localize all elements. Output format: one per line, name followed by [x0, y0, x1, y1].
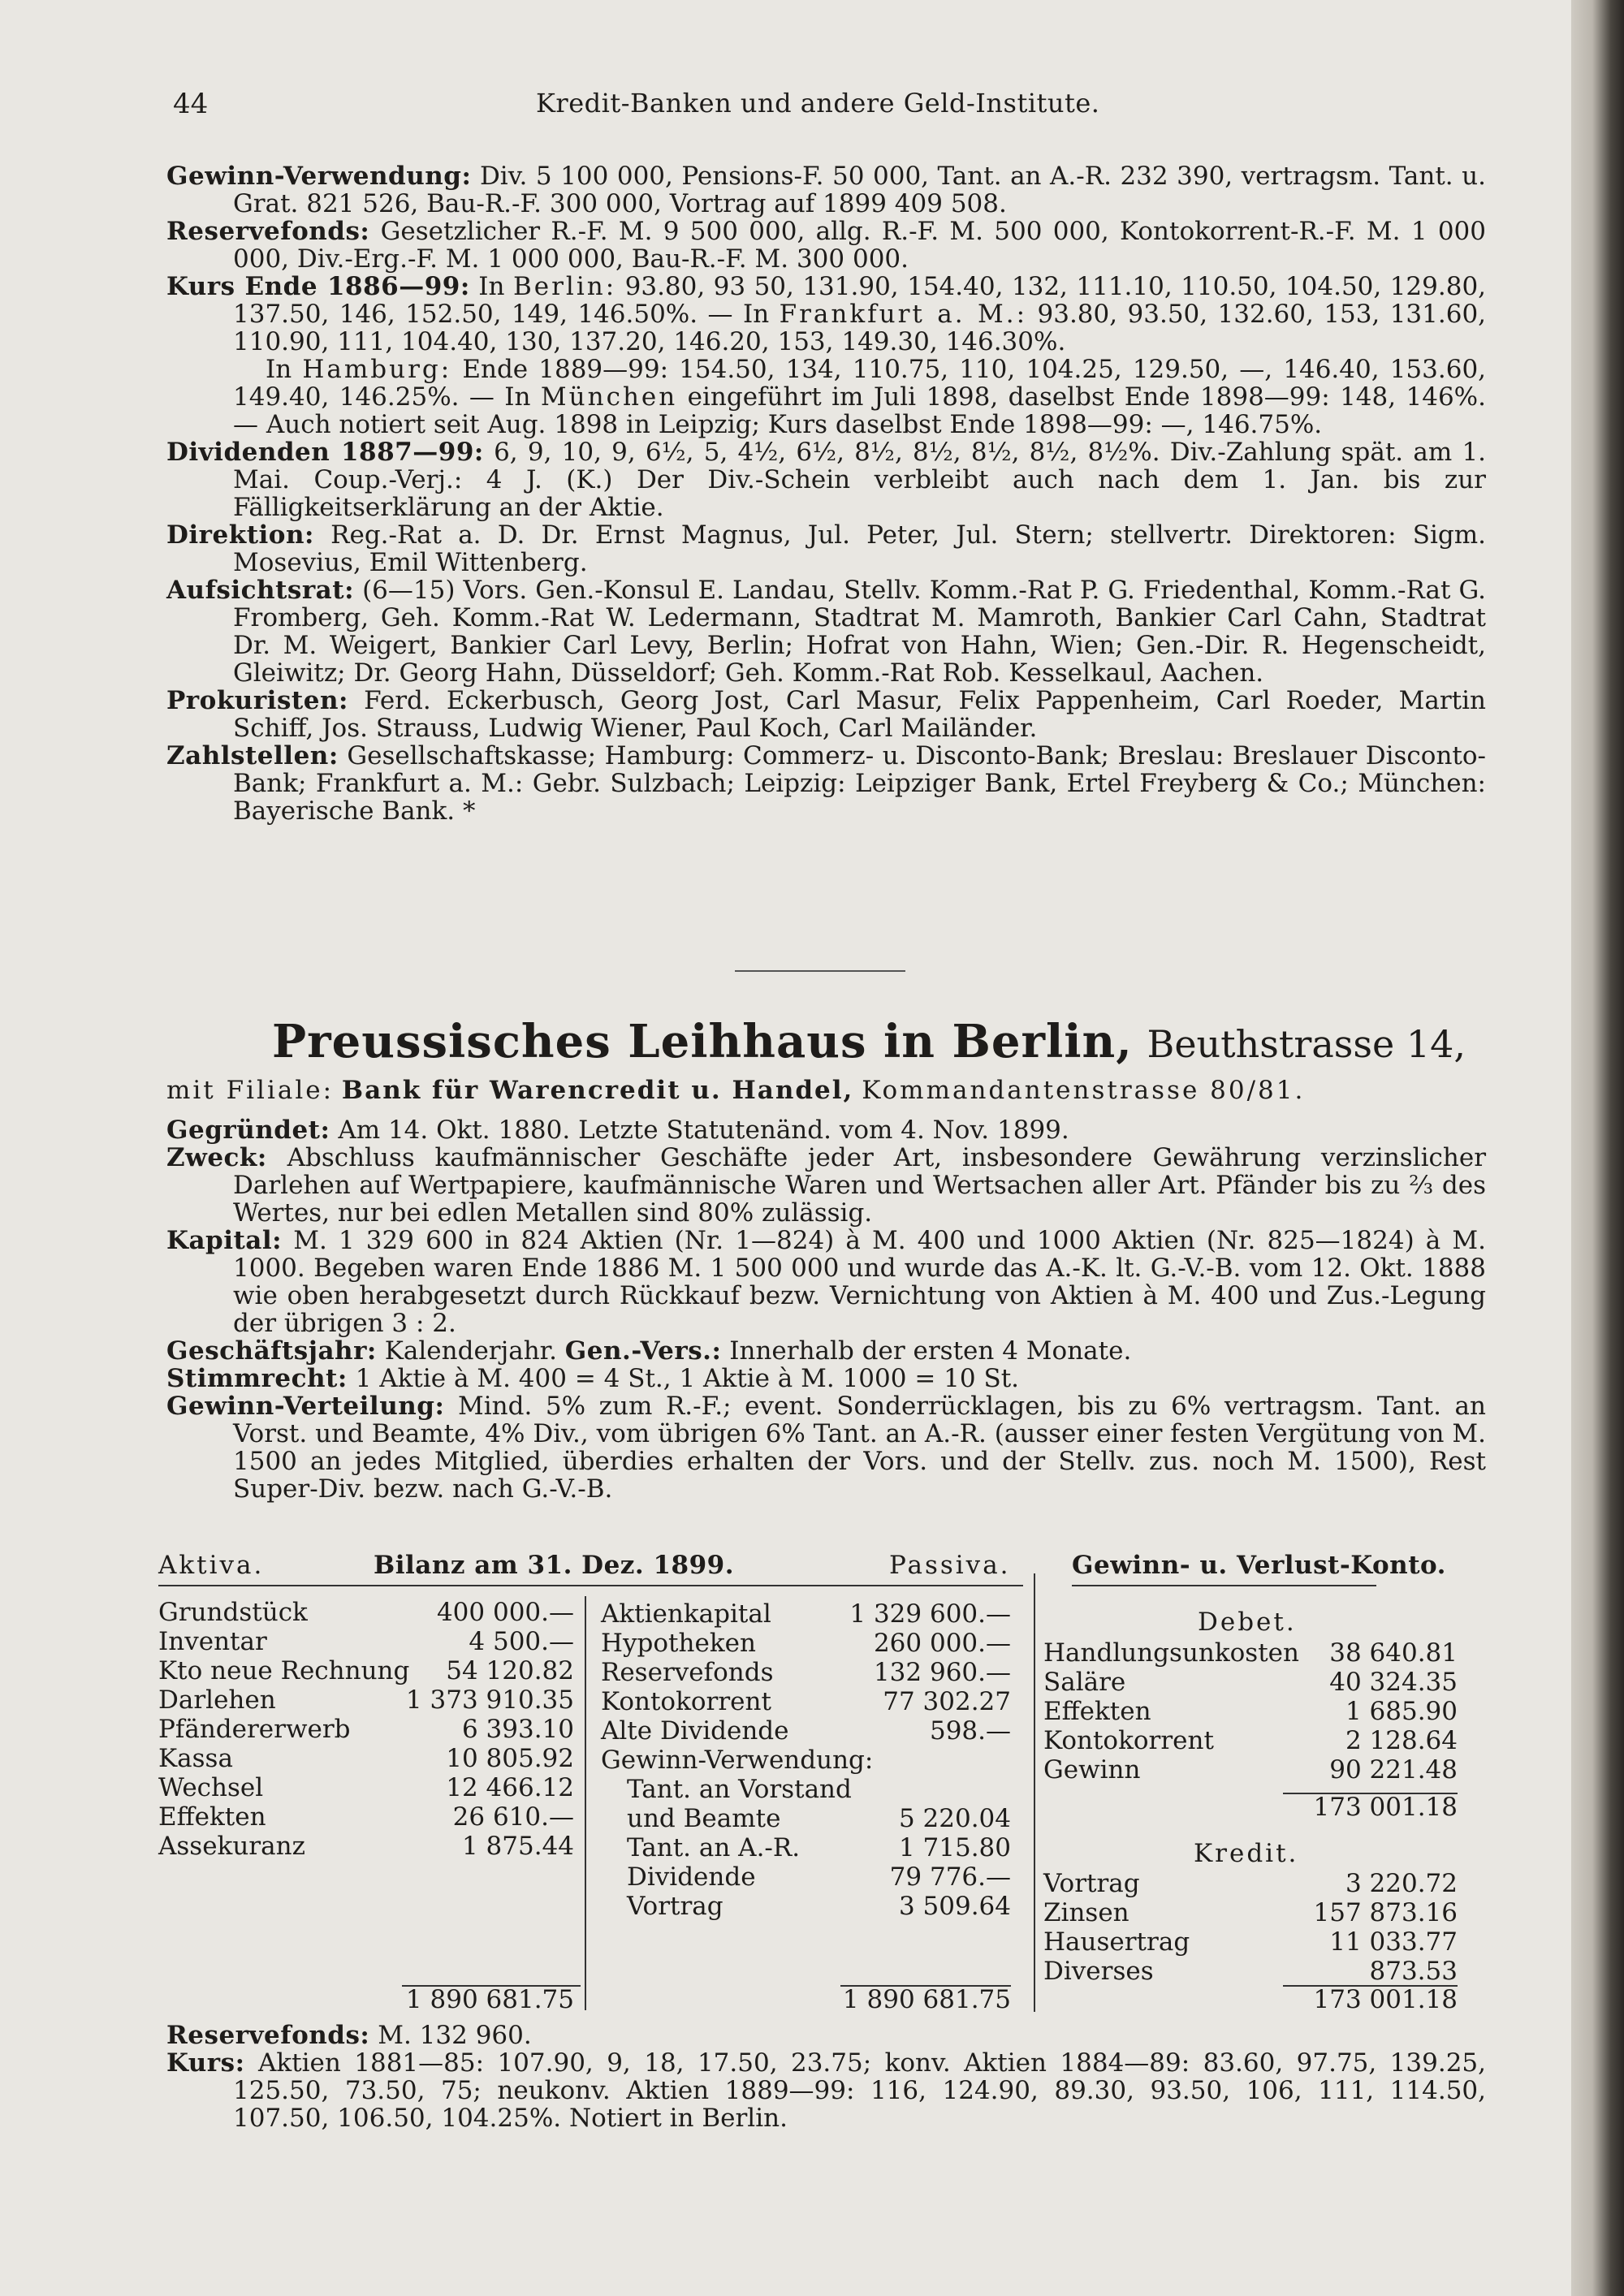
passiva-row-value: 77 302.27	[883, 1687, 1011, 1716]
entry-text: M. 1 329 600 in 824 Aktien (Nr. 1—824) à M. 400 und 1000 Aktien (Nr. 825—1824) à M. 1000. Begeben waren Ende 1886 M. 1 500 000 und wurde das A.-K. lt. G.-V.-B. vom 12. Okt. 1888 wie oben herabgesetzt durch Rückkauf bezw. Vernichtung von Aktien à M. 400 und Zus.-Legung der übrigen 3 : 2.	[233, 1226, 1486, 1338]
previous-entry	[166, 162, 1486, 825]
page-number: 44	[173, 88, 209, 120]
aktiva-row-label: Kto neue Rechnung	[158, 1656, 410, 1685]
kredit-row-label: Hausertrag	[1043, 1927, 1190, 1957]
debet-total: 173 001.18	[1313, 1793, 1458, 1822]
passiva-row-value: 79 776.—	[889, 1862, 1011, 1892]
kredit-row-value: 873.53	[1369, 1957, 1458, 1986]
aktiva-row-value: 4 500.—	[469, 1627, 574, 1656]
entry-aufsichtsrat	[166, 576, 1486, 687]
entry-text: Reg.-Rat a. D. Dr. Ernst Magnus, Jul. Peter, Jul. Stern; stellvertr. Direktoren: Sigm. Mosevius, Emil Wittenberg.	[233, 520, 1486, 577]
aktiva-row-value: 10 805.92	[446, 1744, 574, 1773]
entry-gewinn-verteilung	[166, 1392, 1486, 1503]
entry-text: Innerhalb der ersten 4 Monate.	[729, 1336, 1132, 1366]
entry-label: Reservefonds:	[166, 217, 370, 246]
passiva-row-value: 132 960.—	[873, 1658, 1011, 1687]
aktiva-total: 1 890 681.75	[405, 1985, 574, 2014]
entry-text: 6, 9, 10, 9, 6½, 5, 4½, 6½, 8½, 8½, 8½, 8½, 8½%. Div.-Zahlung spät. am 1. Mai. Coup.-Verj.: 4 J. (K.) Der Div.-Schein verbleibt auch nach dem 1. Jan. bis zur Fälligkeitserklärung an der Aktie.	[233, 438, 1487, 522]
passiva-row-value: 260 000.—	[873, 1629, 1011, 1658]
entry-label: Gewinn-Verwendung:	[166, 162, 472, 191]
entry-text: Kalenderjahr.	[384, 1336, 557, 1366]
aktiva-row-label: Assekuranz	[158, 1832, 305, 1861]
entry-text: 1 Aktie à M. 400 = 4 St., 1 Aktie à M. 1000 = 10 St.	[355, 1364, 1020, 1393]
passiva-row-label: Tant. an Vorstand	[627, 1775, 852, 1804]
passiva-row-value: 1 715.80	[898, 1833, 1011, 1862]
aktiva-row-label: Inventar	[158, 1627, 267, 1656]
debet-row-value: 38 640.81	[1329, 1638, 1458, 1668]
entry-text: Abschluss kaufmännischer Geschäfte jeder Art, insbesondere Gewährung verzinslicher Darlehen auf Wertpapiere, kaufmännische Waren und Wertsachen aller Art. Pfänder bis zu ⅔ des Wertes, nur bei edlen Metallen sind 80% zulässig.	[233, 1143, 1487, 1228]
institution-title: Preussisches Leihhaus in Berlin,	[272, 1015, 1133, 1068]
entry-text: eingeführt im Juli 1898, daselbst Ende 1898—99: 148, 146%. — Auch notiert seit Aug. 1898 in Leipzig; Kurs daselbst Ende 1898—99: —, 146.75%.	[233, 382, 1486, 439]
kredit-row-value: 157 873.16	[1313, 1898, 1458, 1927]
branch-address: Kommandantenstrasse 80/81.	[862, 1076, 1306, 1105]
entry-label: Zweck:	[166, 1143, 267, 1172]
aktiva-row-value: 26 610.—	[452, 1802, 574, 1832]
passiva-total: 1 890 681.75	[842, 1985, 1011, 2014]
entry-kapital	[166, 1227, 1486, 1337]
aktiva-row-label: Kassa	[158, 1744, 233, 1773]
entry-label: Gewinn-Verteilung:	[166, 1392, 445, 1421]
debet-row-value: 40 324.35	[1329, 1668, 1458, 1697]
entry-reservefonds	[166, 218, 1486, 273]
entry-kurs-new	[166, 2049, 1486, 2132]
branch-prefix: mit Filiale:	[166, 1076, 335, 1105]
entry-label: Zahlstellen:	[166, 741, 339, 770]
entry-label: Reservefonds:	[166, 2021, 370, 2050]
debet-row-value: 2 128.64	[1345, 1726, 1458, 1755]
passiva-row-label: Gewinn-Verwendung:	[601, 1746, 874, 1775]
kredit-row-value: 11 033.77	[1329, 1927, 1458, 1957]
entry-stimmrecht	[166, 1365, 1486, 1392]
kredit-row-label: Zinsen	[1043, 1898, 1129, 1927]
entry-zweck	[166, 1144, 1486, 1227]
entry-label: Gen.-Vers.:	[564, 1336, 722, 1366]
kredit-row-label: Diverses	[1043, 1957, 1154, 1986]
entry-text: M. 132 960.	[378, 2021, 532, 2050]
debet-row-label: Effekten	[1043, 1697, 1151, 1726]
entry-gewinn-verwendung	[166, 162, 1486, 218]
entry-prokuristen	[166, 687, 1486, 742]
aktiva-label: Aktiva.	[158, 1551, 265, 1580]
entry-text: Aktien 1881—85: 107.90, 9, 18, 17.50, 23.75; konv. Aktien 1884—89: 83.60, 97.75, 139.25, 125.50, 73.50, 75; neukonv. Aktien 1889—99: 116, 124.90, 89.30, 93.50, 106, 111, 114.50, 107.50, 106.50, 104.25%. Notiert in Berlin.	[233, 2048, 1486, 2133]
aktiva-row-label: Pfändererwerb	[158, 1715, 351, 1744]
entry-label: Gegründet:	[166, 1116, 330, 1145]
new-entry-body	[166, 1116, 1486, 1503]
aktiva-row-value: 1 373 910.35	[405, 1685, 574, 1715]
entry-zahlstellen	[166, 742, 1486, 825]
kredit-row-label: Vortrag	[1043, 1869, 1140, 1898]
page-edge-shadow	[1571, 0, 1624, 2296]
city-muenchen: München	[540, 382, 678, 412]
aktiva-row-value: 54 120.82	[446, 1656, 574, 1685]
entry-text: 93.80, 93.50, 132.60, 153, 131.60, 110.90, 111, 104.40, 130, 137.20, 146.20, 153, 149.30, 146.30%.	[233, 300, 1487, 356]
entry-label: Dividenden 1887—99:	[166, 438, 484, 467]
entry-text: Mind. 5% zum R.-F.; event. Sonderrücklagen, bis zu 6% vertragsm. Tant. an Vorst. und Beamte, 4% Div., vom übrigen 6% Tant. an A.-R. (ausser einer festen Vergütung von M. 1500 an jedes Mitglied, überdies erhalten der Vors. und der Stellv. zus. noch M. 1500), Rest Super-Div. bezw. nach G.-V.-B.	[233, 1392, 1486, 1504]
footer-entries	[166, 2022, 1486, 2132]
entry-text: Ferd. Eckerbusch, Georg Jost, Carl Masur, Felix Pappenheim, Carl Roeder, Martin Schiff, Jos. Strauss, Ludwig Wiener, Paul Koch, Carl Mailänder.	[233, 686, 1486, 743]
aktiva-row-label: Grundstück	[158, 1598, 308, 1627]
running-title: Kredit-Banken und andere Geld-Institute.	[536, 88, 1100, 119]
bilanz-middle-rule	[585, 1596, 586, 2010]
debet-row-label: Handlungsunkosten	[1043, 1638, 1299, 1668]
running-header	[0, 88, 1571, 128]
entry-text: Am 14. Okt. 1880. Letzte Statutenänd. vom 4. Nov. 1899.	[338, 1116, 1069, 1145]
passiva-row-label: Alte Dividende	[601, 1716, 789, 1746]
guv-left-rule	[1034, 1573, 1035, 2012]
entry-reservefonds-new	[166, 2022, 1486, 2049]
passiva-row-label: Hypotheken	[601, 1629, 756, 1658]
entry-text: In	[266, 355, 292, 384]
passiva-row-value: 598.—	[929, 1716, 1011, 1746]
entry-label: Prokuristen:	[166, 686, 348, 715]
passiva-row-value: 1 329 600.—	[849, 1599, 1011, 1629]
entry-label: Kapital:	[166, 1226, 283, 1255]
entry-text: Gesellschaftskasse; Hamburg: Commerz- u. Disconto-Bank; Breslau: Breslauer Disconto-Bank; Frankfurt a. M.: Gebr. Sulzbach; Leipzig: Leipziger Bank, Ertel Freyberg & Co.; München: Bayerische Bank. *	[233, 741, 1487, 826]
passiva-row-label: Reservefonds	[601, 1658, 774, 1687]
city-berlin: Berlin:	[512, 272, 617, 301]
guv-header-rule	[1072, 1585, 1376, 1586]
entry-text: In	[478, 272, 505, 301]
entry-kurs	[166, 273, 1486, 356]
entry-heading	[272, 1015, 1466, 1068]
debet-row-label: Kontokorrent	[1043, 1726, 1214, 1755]
entry-label: Direktion:	[166, 520, 314, 550]
entry-label: Kurs Ende 1886—99:	[166, 272, 470, 301]
branch-name: Bank für Warencredit u. Handel,	[341, 1076, 854, 1105]
guv-title: Gewinn- u. Verlust-Konto.	[1072, 1551, 1446, 1580]
entry-geschaeftsjahr	[166, 1337, 1486, 1365]
debet-row-label: Gewinn	[1043, 1755, 1141, 1785]
passiva-label: Passiva.	[889, 1551, 1011, 1580]
passiva-row-value: 3 509.64	[898, 1892, 1011, 1921]
balance-tables	[158, 1551, 1458, 2013]
entry-text: Div. 5 100 000, Pensions-F. 50 000, Tant. an A.-R. 232 390, vertragsm. Tant. u. Grat. 821 526, Bau-R.-F. 300 000, Vortrag auf 1899 409 508.	[233, 162, 1486, 218]
aktiva-row-label: Effekten	[158, 1802, 266, 1832]
debet-label: Debet.	[1198, 1608, 1297, 1637]
entry-dividenden	[166, 438, 1486, 521]
debet-row-label: Saläre	[1043, 1668, 1126, 1697]
aktiva-row-value: 6 393.10	[461, 1715, 574, 1744]
branch-line	[166, 1076, 1486, 1105]
entry-gegruendet	[166, 1116, 1486, 1144]
kredit-row-value: 3 220.72	[1345, 1869, 1458, 1898]
passiva-row-label: und Beamte	[627, 1804, 781, 1833]
bilanz-header-rule	[158, 1585, 1023, 1586]
passiva-row-label: Kontokorrent	[601, 1687, 771, 1716]
entry-text: 93.80, 93 50, 131.90, 154.40, 132, 111.10, 110.50, 104.50, 129.80, 137.50, 146, 152.50, 149, 146.50%. — In	[233, 272, 1487, 329]
entry-text: (6—15) Vors. Gen.-Konsul E. Landau, Stellv. Komm.-Rat P. G. Friedenthal, Komm.-Rat G. Fromberg, Geh. Komm.-Rat W. Ledermann, Stadtrat M. Mamroth, Bankier Carl Cahn, Stadtrat Dr. M. Weigert, Bankier Carl Levy, Berlin; Hofrat von Hahn, Wien; Gen.-Dir. R. Hegenscheidt, Gleiwitz; Dr. Georg Hahn, Düsseldorf; Geh. Komm.-Rat Rob. Kesselkaul, Aachen.	[233, 576, 1486, 688]
passiva-row-value: 5 220.04	[898, 1804, 1011, 1833]
aktiva-row-label: Wechsel	[158, 1773, 264, 1802]
aktiva-row-value: 400 000.—	[436, 1598, 574, 1627]
kredit-total: 173 001.18	[1313, 1985, 1458, 2014]
bilanz-title: Bilanz am 31. Dez. 1899.	[374, 1551, 735, 1580]
passiva-row-label: Tant. an A.-R.	[627, 1833, 801, 1862]
passiva-row-label: Aktienkapital	[601, 1599, 771, 1629]
debet-row-value: 1 685.90	[1345, 1697, 1458, 1726]
passiva-row-label: Dividende	[627, 1862, 756, 1892]
aktiva-row-value: 1 875.44	[461, 1832, 574, 1861]
city-hamburg: Hamburg:	[302, 355, 452, 384]
entry-label: Kurs:	[166, 2048, 245, 2078]
entry-text: Gesetzlicher R.-F. M. 9 500 000, allg. R.-F. M. 500 000, Kontokorrent-R.-F. M. 1 000 000, Div.-Erg.-F. M. 1 000 000, Bau-R.-F. M. 300 000.	[233, 217, 1486, 274]
entry-text: Ende 1889—99: 154.50, 134, 110.75, 110, 104.25, 129.50, —, 146.40, 153.60, 149.40, 146.25%. — In	[233, 355, 1487, 412]
entry-label: Geschäftsjahr:	[166, 1336, 377, 1366]
entry-direktion	[166, 521, 1486, 576]
entry-label: Aufsichtsrat:	[166, 576, 355, 605]
kredit-label: Kredit.	[1194, 1839, 1299, 1868]
city-frankfurt: Frankfurt a. M.:	[779, 300, 1028, 329]
debet-row-value: 90 221.48	[1329, 1755, 1458, 1785]
section-divider	[735, 970, 905, 972]
passiva-row-label: Vortrag	[627, 1892, 723, 1921]
entry-label: Stimmrecht:	[166, 1364, 348, 1393]
institution-address: Beuthstrasse 14,	[1147, 1022, 1466, 1066]
entry-kurs-continued	[166, 356, 1486, 438]
aktiva-row-label: Darlehen	[158, 1685, 276, 1715]
aktiva-row-value: 12 466.12	[446, 1773, 574, 1802]
